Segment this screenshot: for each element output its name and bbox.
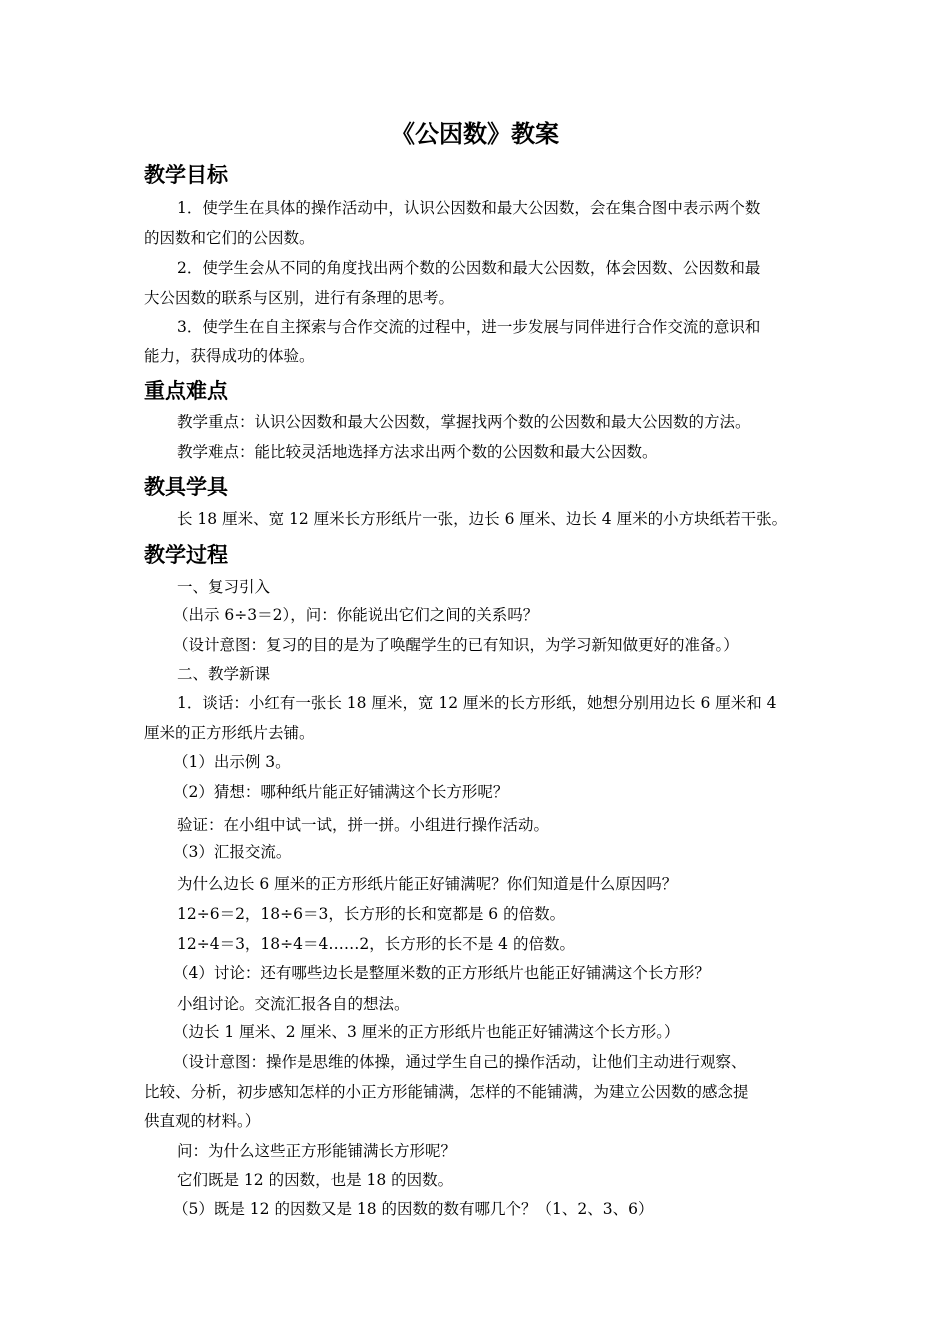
paragraph-line: 教学重点：认识公因数和最大公因数，掌握找两个数的公因数和最大公因数的方法。 — [177, 413, 751, 431]
section-heading-materials: 教具学具 — [144, 475, 228, 499]
paragraph-line: （边长 1 厘米、2 厘米、3 厘米的正方形纸片也能正好铺满这个长方形。） — [173, 1023, 680, 1041]
paragraph-line: 长 18 厘米、宽 12 厘米长方形纸片一张，边长 6 厘米、边长 4 厘米的小方块纸若干张。 — [177, 510, 788, 528]
paragraph-line: 的因数和它们的公因数。 — [144, 229, 315, 247]
document-title: 《公因数》教案 — [391, 120, 559, 148]
paragraph-line: （1）出示例 3。 — [173, 753, 291, 771]
paragraph-line: 1．使学生在具体的操作活动中，认识公因数和最大公因数，会在集合图中表示两个数 — [177, 199, 761, 217]
paragraph-line: （5）既是 12 的因数又是 18 的因数的数有哪几个？（1、2、3、6） — [173, 1200, 654, 1218]
paragraph-line: 1．谈话：小红有一张长 18 厘米，宽 12 厘米的长方形纸，她想分别用边长 6 厘米和 4 — [177, 694, 777, 712]
paragraph-line: 供直观的材料。） — [144, 1112, 261, 1130]
paragraph-line: 2．使学生会从不同的角度找出两个数的公因数和最大公因数，体会因数、公因数和最 — [177, 259, 761, 277]
section-heading-process: 教学过程 — [144, 543, 228, 567]
paragraph-line: （2）猜想：哪种纸片能正好铺满这个长方形呢？ — [173, 783, 509, 801]
paragraph-line: （设计意图：操作是思维的体操，通过学生自己的操作活动，让他们主动进行观察、 — [173, 1053, 747, 1071]
paragraph-line: （出示 6÷3＝2），问：你能说出它们之间的关系吗？ — [173, 606, 539, 624]
paragraph-line: 3．使学生在自主探索与合作交流的过程中，进一步发展与同伴进行合作交流的意识和 — [177, 318, 761, 336]
paragraph-line: （设计意图：复习的目的是为了唤醒学生的已有知识，为学习新知做更好的准备。） — [173, 636, 739, 654]
paragraph-line: 教学难点：能比较灵活地选择方法求出两个数的公因数和最大公因数。 — [177, 443, 658, 461]
paragraph-line: 一、复习引入 — [177, 578, 271, 596]
paragraph-line: （4）讨论：还有哪些边长是整厘米数的正方形纸片也能正好铺满这个长方形？ — [173, 964, 710, 982]
paragraph-line: 12÷6＝2，18÷6＝3，长方形的长和宽都是 6 的倍数。 — [177, 905, 566, 923]
paragraph-line: 为什么边长 6 厘米的正方形纸片能正好铺满呢？你们知道是什么原因吗？ — [177, 875, 678, 893]
paragraph-line: 12÷4＝3，18÷4＝4……2，长方形的长不是 4 的倍数。 — [177, 935, 575, 953]
paragraph-line: 二、教学新课 — [177, 665, 271, 683]
section-heading-keypoints: 重点难点 — [144, 379, 228, 403]
paragraph-line: 厘米的正方形纸片去铺。 — [144, 724, 315, 742]
section-heading-objectives: 教学目标 — [144, 163, 228, 187]
paragraph-line: 比较、分析，初步感知怎样的小正方形能铺满，怎样的不能铺满，为建立公因数的感念提 — [144, 1083, 749, 1101]
paragraph-line: 能力，获得成功的体验。 — [144, 347, 315, 365]
paragraph-line: 小组讨论。交流汇报各自的想法。 — [177, 995, 410, 1013]
paragraph-line: 验证：在小组中试一试，拼一拼。小组进行操作活动。 — [177, 816, 550, 834]
paragraph-line: 问：为什么这些正方形能铺满长方形呢？ — [177, 1142, 457, 1160]
paragraph-line: （3）汇报交流。 — [173, 843, 292, 861]
paragraph-line: 大公因数的联系与区别，进行有条理的思考。 — [144, 289, 455, 307]
paragraph-line: 它们既是 12 的因数，也是 18 的因数。 — [177, 1171, 454, 1189]
